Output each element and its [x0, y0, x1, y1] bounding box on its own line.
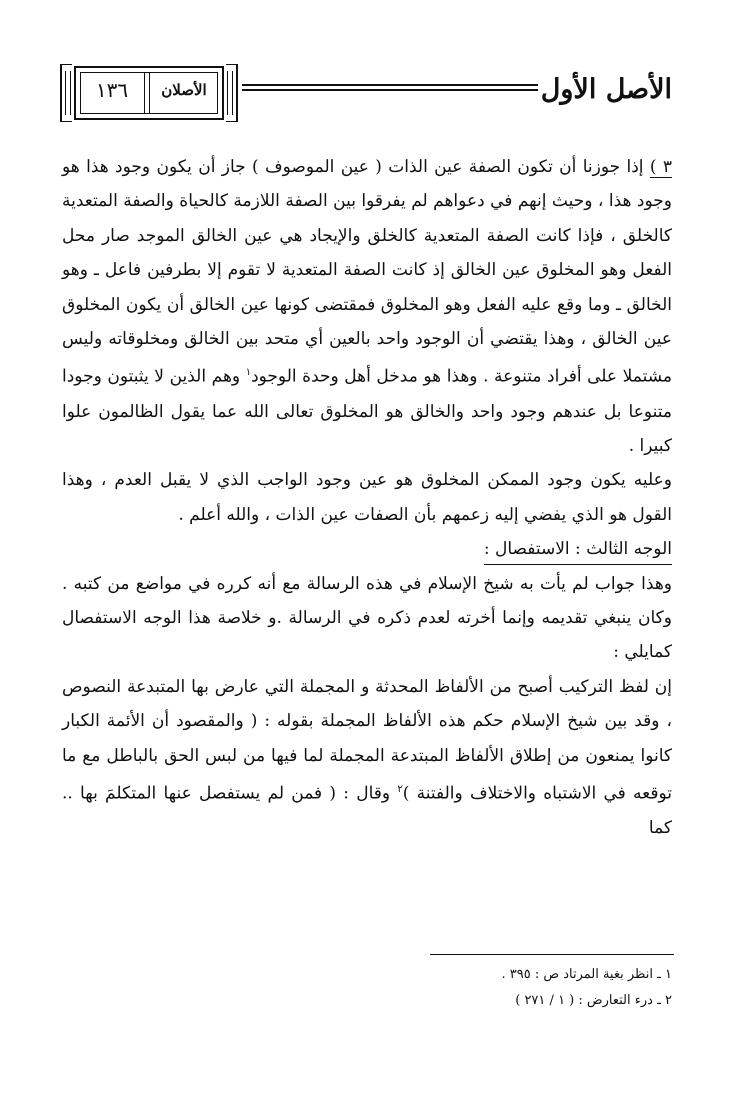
footnote-ref-2: ٢ — [397, 783, 403, 795]
page-number: ١٣٦ — [95, 78, 129, 102]
chapter-title: الأصل الأول — [540, 74, 672, 105]
paragraph-3: وهذا جواب لم يأت به شيخ الإسلام في هذه الرسالة مع أنه كرره في مواضع من كتبه . وكان ينبغي تقديمه وإنما أخرته لعدم ذكره في الرسالة .و خلاصة هذا الوجه الاستفصال كمايلي : — [62, 573, 672, 663]
paragraph-4-tail: وقال : ( فمن لم يستفصل عنها المتكلمَ بها .. كما — [62, 783, 672, 839]
page-header — [60, 58, 672, 130]
subheading: الوجه الثالث : الاستفصال : — [484, 534, 672, 565]
paragraph-4 — [62, 670, 672, 846]
paragraph-2: وعليه يكون وجود الممكن المخلوق هو عين وجود الواجب الذي لا يقبل العدم ، وهذا القول هو الذي يفضي إليه زعمهم بأن الصفات عين الذات ، والله أعلم . — [62, 470, 672, 525]
footnote-divider — [430, 954, 674, 955]
paragraph-4-text: إن لفظ التركيب أصبح من الألفاظ المحدثة و المجملة التي عارض بها المتبدعة النصوص ، وقد بين شيخ الإسلام حكم هذه الألفاظ المجملة بقوله : ( والمقصود أن الأئمة الكبار كانوا يمنعون من إطلاق الألفاظ المبتدعة المجملة لما فيها من لبس الحق بالباطل مع ما توقعه في الاشتباه والاختلاف والفتنة ) — [62, 676, 672, 804]
book-pages-right — [226, 64, 238, 122]
paragraph-1-text: إذا جوزنا أن تكون الصفة عين الذات ( عين الموصوف ) جاز أن يكون وجود هذا هو وجود هذا ، وحيث إنهم في دعواهم لم يفرقوا بين الصفة اللازمة كالحياة والصفة المتعدية كالخلق ، فإذا كانت الصفة المتعدية كالخلق والإيجاد هي عين الخالق الموجد صار محل الفعل وهو المخلوق عين الخالق إذ كانت الصفة المتعدية لا تقوم إلا بطرفين فاعل ـ وهو الخالق ـ وما وقع عليه الفعل وهو المخلوق فمقتضى كونها عين الخالق أن يكون المخلوق عين الخالق ، وهذا يقتضي أن الوجود واحد بالعين أي متحد بين الخالق ومخلوقاته وليس مشتملا على أفراد متنوعة . وهذا هو مدخل أهل وحدة الوجود — [62, 157, 672, 388]
footnotes — [300, 962, 672, 1014]
paragraph-1 — [62, 150, 672, 463]
paragraph-1-tail: وهم الذين لا يثبتون وجودا متنوعا بل عندهم وجود واحد والخالق هو المخلوق تعالى الله عما يقول الظالمون علوا كبيرا . — [62, 367, 672, 456]
footnote-ref-1: ١ — [245, 367, 252, 379]
book-frame-ornament — [60, 64, 238, 124]
body-text — [62, 150, 672, 845]
footnote-1: ١ ـ انظر بغية المرتاد ص : ٣٩٥ . — [501, 967, 672, 982]
book-pages-left — [60, 64, 72, 122]
section-label: الأصلان — [161, 81, 207, 99]
footnote-2: ٢ ـ درء التعارض : ( ١ / ٢٧١ ) — [515, 993, 672, 1008]
frame-divider — [144, 72, 150, 114]
point-number: ٣ ) — [649, 157, 672, 177]
header-rule — [242, 84, 538, 96]
subheading-row — [62, 532, 672, 566]
